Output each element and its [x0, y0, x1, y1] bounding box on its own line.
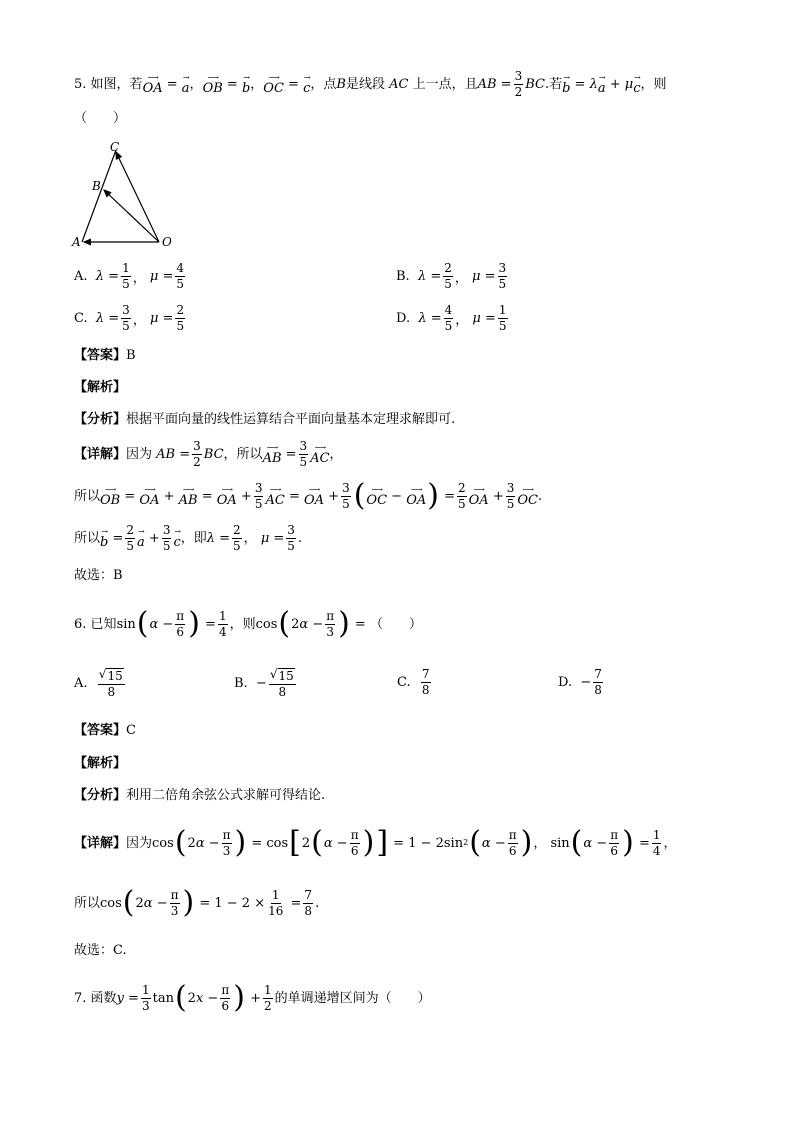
q6-option-c[interactable]: C. $\frac{7}{8}$: [397, 667, 430, 697]
q6-option-b[interactable]: B. − √ 15 8: [234, 667, 294, 699]
q6-stem: 6. 已知 sin ( α − $\frac{\pi}{6}$ ) = $\frac{1}{4}$ ，则 cos ( 2 α − $\frac{\pi}{3}$ ) = （ ）: [74, 606, 422, 642]
q5-answer: 【答案】 B: [74, 348, 136, 363]
q5-option-d[interactable]: D. λ = $\frac{4}{5}$ ， μ = $\frac{1}{5}$: [396, 303, 507, 333]
q5-detail-line1: 【详解】 因为 AB = $\frac{3}{2}$ BC ，所以 ⟶ AB = $\frac{3}{5}$ ⟶ AC ，: [74, 439, 343, 469]
q6-option-d[interactable]: D. − $\frac{7}{8}$: [558, 667, 602, 697]
q6-detail-line2: 所以 cos ( 2 α − $\frac{\pi}{3}$ ) = 1 − 2 × $\frac{1}{16}$ = $\frac{7}{8}$ .: [74, 885, 320, 921]
label-a: A: [72, 235, 81, 249]
q6-detail-line1: 【详解】 因为 cos ( 2 α − $\frac{\pi}{3}$ ) = cos [ 2 ( α − $\frac{\pi}{6}$ ) ] = 1 − 2sin 2 ( α − $\frac{\pi}{6}$ ) ， sin ( α − $\frac{\pi}{6}$ ) = $\frac{1}{4}$ ，: [74, 825, 677, 861]
q5-detail-line2: 所以 ⟶ OB = ⟶ OA + ⟶ AB = ⟶ OA + $\frac{3}{5}$ ⟶ AC = ⟶ OA + $\frac{3}{5}$ ( ⟶ OC − ⟶ OA ) = $\frac{2}{5}$ ⟶ OA + $\frac{3}{5}$ ⟶ OC .: [74, 478, 543, 514]
vector-ob: [104, 190, 159, 242]
q6-choose: 故选：C.: [74, 943, 127, 958]
label-b: B: [92, 179, 101, 193]
q6-fenxi: 【分析】 利用二倍角余弦公式求解可得结论.: [74, 788, 326, 803]
q6-analysis-tag: 【解析】: [74, 756, 127, 771]
q6-option-a[interactable]: A. √ 15 8: [74, 667, 123, 699]
q5-fenxi: 【分析】 根据平面向量的线性运算结合平面向量基本定理求解即可.: [74, 412, 456, 427]
q5-option-b[interactable]: B. λ = $\frac{2}{5}$ ， μ = $\frac{3}{5}$: [396, 261, 507, 291]
q5-paren: （ ）: [74, 111, 127, 126]
q5-stem: 5. 如图，若 ⟶ OA = → a ， ⟶ OB = → b ， ⟶ OC = → c ，点 B 是线段 AC 上一点，且 AB = $\frac{3}{2}$ BC .若 → b = λ → a + μ → c ，则: [74, 69, 667, 99]
label-o: O: [162, 235, 172, 249]
q6-answer: 【答案】 C: [74, 723, 136, 738]
vector-oc: [116, 152, 159, 242]
q5-triangle-figure: [66, 138, 186, 254]
q5-number: 5.: [74, 76, 87, 92]
q5-option-c[interactable]: C. λ = $\frac{3}{5}$ ， μ = $\frac{2}{5}$: [74, 303, 185, 333]
q5-analysis-tag: 【解析】: [74, 380, 127, 395]
q7-stem: 7. 函数 y = $\frac{1}{3}$ tan ( 2 x − $\frac{\pi}{6}$ ) + $\frac{1}{2}$ 的单调递增区间为 （ ）: [74, 980, 431, 1016]
label-c: C: [110, 140, 120, 154]
q5-choose: 故选：B: [74, 568, 123, 583]
q5-detail-line3: 所以 → b = $\frac{2}{5}$ → a + $\frac{3}{5}$ → c ，即 λ = $\frac{2}{5}$ ， μ = $\frac{3}{5}$ .: [74, 523, 303, 553]
q5-option-a[interactable]: A. λ = $\frac{1}{5}$ ， μ = $\frac{4}{5}$: [74, 261, 184, 291]
